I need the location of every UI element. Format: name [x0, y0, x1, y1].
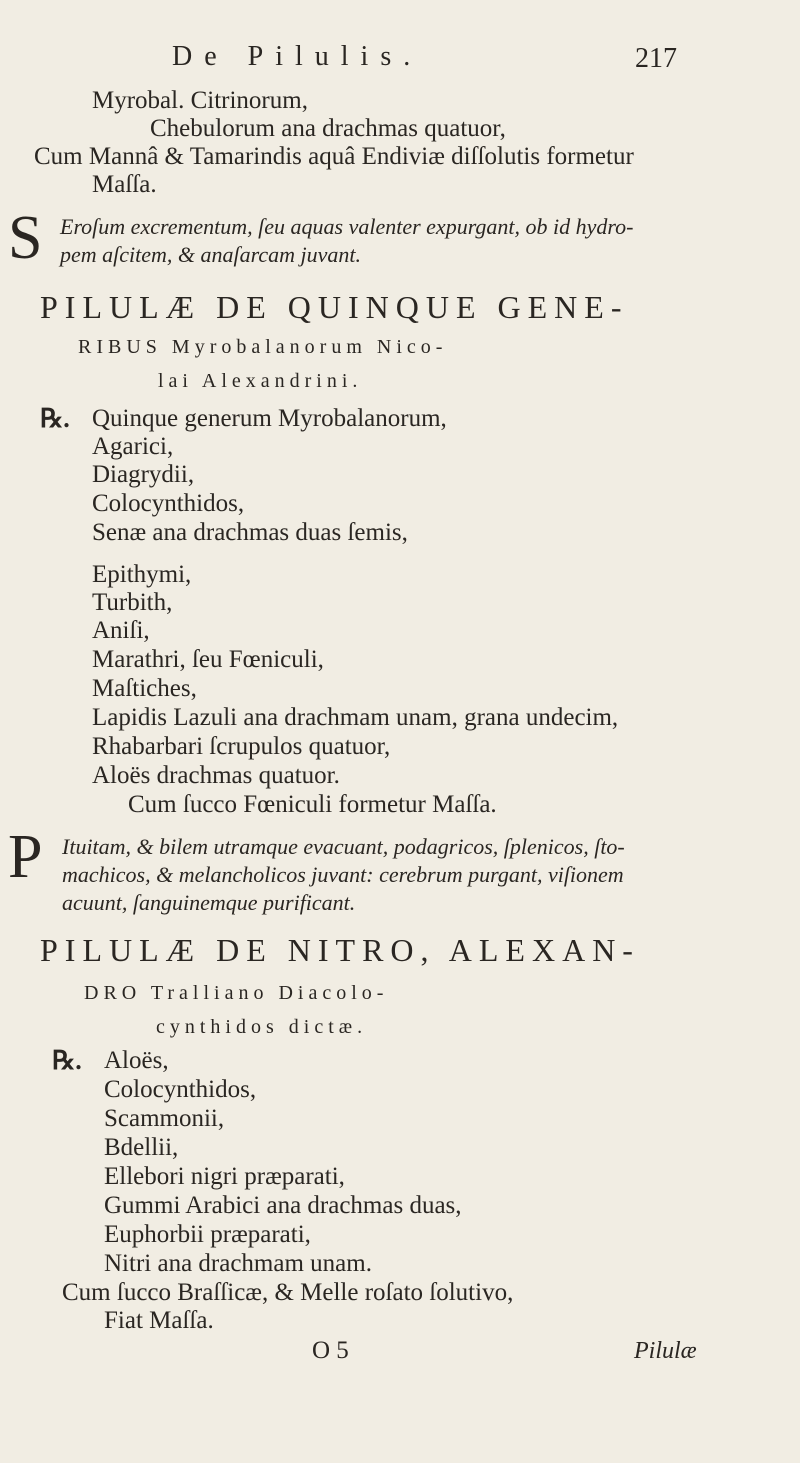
ingredient: Quinque generum Myrobalanorum, — [92, 405, 447, 432]
ingredient: Agarici, — [92, 433, 174, 460]
ingredient: Aniſi, — [92, 617, 150, 644]
ingredient: Cum ſucco Fœniculi formetur Maſſa. — [128, 791, 497, 818]
signature-mark: O 5 — [312, 1337, 349, 1364]
heading-line: PILULÆ DE QUINQUE GENE- — [40, 289, 629, 325]
heading-line: cynthidos dictæ. — [156, 1016, 368, 1038]
use-line: Eroſum excrementum, ſeu aquas valenter expurgant, ob id hydro- — [60, 214, 634, 239]
ingredient: Colocynthidos, — [92, 490, 245, 517]
ingredient: Marathri, ſeu Fœniculi, — [92, 646, 324, 673]
recipe-line: Maſſa. — [92, 171, 157, 198]
heading-line: RIBUS Myrobalanorum Nico- — [78, 336, 448, 358]
ingredient: Epithymi, — [92, 561, 192, 588]
ingredient: Aloës, — [104, 1047, 169, 1074]
drop-cap: P — [8, 823, 43, 891]
heading-line: PILULÆ DE NITRO, ALEXAN- — [40, 932, 640, 968]
ingredient: Gummi Arabici ana drachmas duas, — [104, 1192, 462, 1219]
ingredient: Ellebori nigri præparati, — [104, 1163, 345, 1190]
recipe-symbol: ℞. — [40, 404, 70, 433]
ingredient: Fiat Maſſa. — [104, 1307, 214, 1334]
ingredient: Nitri ana drachmam unam. — [104, 1250, 372, 1277]
ingredient: Turbith, — [92, 589, 173, 616]
heading-line: lai Alexandrini. — [158, 370, 363, 392]
ingredient: Senæ ana drachmas duas ſemis, — [92, 519, 408, 546]
recipe-line: Cum Mannâ & Tamarindis aquâ Endiviæ diſſolutis formetur — [34, 143, 634, 170]
recipe-line: Chebulorum ana drachmas quatuor, — [150, 115, 506, 142]
use-line: Ituitam, & bilem utramque evacuant, podagricos, ſplenicos, ſto- — [62, 834, 625, 859]
use-line: acuunt, ſanguinemque purificant. — [62, 890, 356, 915]
catchword: Pilulæ — [634, 1338, 697, 1364]
ingredient: Aloës drachmas quatuor. — [92, 762, 340, 789]
running-title: De Pilulis. — [172, 41, 423, 72]
drop-cap: S — [8, 204, 43, 272]
ingredient: Scammonii, — [104, 1105, 225, 1132]
ingredient: Lapidis Lazuli ana drachmam unam, grana undecim, — [92, 704, 619, 731]
use-line: pem aſcitem, & anaſarcam juvant. — [60, 242, 362, 267]
ingredient: Bdellii, — [104, 1134, 179, 1161]
use-line: machicos, & melancholicos juvant: cerebrum purgant, viſionem — [62, 862, 624, 887]
ingredient: Colocynthidos, — [104, 1076, 257, 1103]
ingredient: Euphorbii præparati, — [104, 1221, 311, 1248]
ingredient: Cum ſucco Braſſicæ, & Melle roſato ſolutivo, — [62, 1279, 514, 1306]
recipe-symbol: ℞. — [52, 1046, 82, 1075]
ingredient: Rhabarbari ſcrupulos quatuor, — [92, 733, 391, 760]
ingredient: Maſtiches, — [92, 675, 197, 702]
ingredient: Diagrydii, — [92, 461, 195, 488]
recipe-line: Myrobal. Citrinorum, — [92, 87, 308, 114]
page-number: 217 — [635, 43, 677, 74]
heading-line: DRO Tralliano Diacolo- — [84, 982, 389, 1004]
